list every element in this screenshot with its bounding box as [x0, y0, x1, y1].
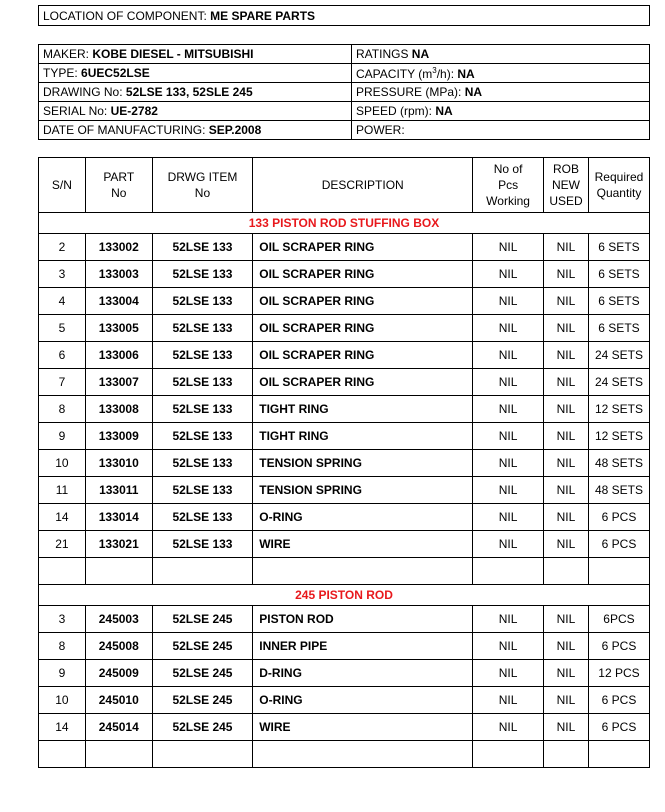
info-value: 52LSE 133, 52SLE 245	[125, 85, 253, 99]
info-label: PRESSURE (MPa):	[356, 85, 465, 99]
cell-rob: NIL	[544, 342, 589, 369]
info-right-cell	[352, 45, 650, 64]
cell-drwg: 52LSE 245	[152, 660, 253, 687]
cell-drwg: 52LSE 133	[152, 477, 253, 504]
cell-working: NIL	[473, 531, 544, 558]
empty-cell	[39, 741, 86, 768]
cell-req: 12 SETS	[588, 423, 649, 450]
info-label: DRAWING No:	[43, 85, 126, 99]
cell-sn: 10	[39, 687, 86, 714]
cell-working: NIL	[473, 477, 544, 504]
empty-cell	[152, 558, 253, 585]
cell-drwg: 52LSE 133	[152, 288, 253, 315]
cell-sn: 14	[39, 714, 86, 741]
empty-cell	[544, 741, 589, 768]
cell-working: NIL	[473, 234, 544, 261]
empty-cell	[85, 558, 152, 585]
cell-rob: NIL	[544, 477, 589, 504]
info-left-cell	[39, 83, 352, 102]
table-row	[39, 531, 650, 558]
empty-cell	[253, 741, 473, 768]
cell-drwg: 52LSE 133	[152, 342, 253, 369]
table-row	[39, 315, 650, 342]
location-label: LOCATION OF COMPONENT:	[43, 8, 211, 23]
cell-req: 6 SETS	[588, 315, 649, 342]
cell-part: 133010	[85, 450, 152, 477]
cell-sn: 21	[39, 531, 86, 558]
cell-desc: PISTON ROD	[253, 606, 473, 633]
info-right-cell	[352, 102, 650, 121]
empty-cell	[588, 558, 649, 585]
cell-part: 245008	[85, 633, 152, 660]
table-row	[39, 687, 650, 714]
cell-drwg: 52LSE 245	[152, 606, 253, 633]
table-row	[39, 606, 650, 633]
info-sup: 3	[432, 65, 437, 75]
cell-drwg: 52LSE 245	[152, 714, 253, 741]
table-row	[39, 714, 650, 741]
location-table	[38, 5, 650, 26]
cell-sn: 4	[39, 288, 86, 315]
empty-cell	[588, 741, 649, 768]
cell-drwg: 52LSE 133	[152, 450, 253, 477]
info-row	[39, 102, 650, 121]
info-left-cell	[39, 45, 352, 64]
cell-req: 12 PCS	[588, 660, 649, 687]
info-row	[39, 64, 650, 83]
cell-rob: NIL	[544, 450, 589, 477]
info-label: SERIAL No:	[43, 104, 111, 118]
cell-part: 133005	[85, 315, 152, 342]
cell-desc: OIL SCRAPER RING	[253, 234, 473, 261]
cell-rob: NIL	[544, 396, 589, 423]
header-pcs-working: No of Pcs Working	[473, 158, 544, 213]
info-value: NA	[411, 47, 430, 61]
header-sn: S/N	[39, 158, 86, 213]
cell-part: 245010	[85, 687, 152, 714]
cell-desc: D-RING	[253, 660, 473, 687]
cell-part: 245014	[85, 714, 152, 741]
cell-sn: 9	[39, 423, 86, 450]
cell-drwg: 52LSE 133	[152, 504, 253, 531]
cell-req: 6PCS	[588, 606, 649, 633]
info-label: TYPE:	[43, 66, 82, 80]
section-row	[39, 585, 650, 606]
cell-sn: 10	[39, 450, 86, 477]
cell-drwg: 52LSE 245	[152, 687, 253, 714]
cell-part: 245009	[85, 660, 152, 687]
info-label: /h):	[436, 66, 458, 81]
cell-rob: NIL	[544, 660, 589, 687]
table-row	[39, 423, 650, 450]
cell-req: 48 SETS	[588, 477, 649, 504]
cell-drwg: 52LSE 133	[152, 423, 253, 450]
table-row	[39, 288, 650, 315]
info-value: SEP.2008	[208, 123, 262, 137]
location-cell	[39, 6, 650, 26]
cell-working: NIL	[473, 687, 544, 714]
cell-sn: 2	[39, 234, 86, 261]
cell-drwg: 52LSE 133	[152, 234, 253, 261]
cell-drwg: 52LSE 133	[152, 531, 253, 558]
cell-sn: 9	[39, 660, 86, 687]
info-label: RATINGS	[356, 47, 412, 61]
cell-sn: 8	[39, 633, 86, 660]
cell-rob: NIL	[544, 369, 589, 396]
info-label: DATE OF MANUFACTURING:	[43, 123, 209, 137]
cell-desc: TIGHT RING	[253, 396, 473, 423]
cell-drwg: 52LSE 133	[152, 396, 253, 423]
cell-drwg: 52LSE 245	[152, 633, 253, 660]
cell-rob: NIL	[544, 633, 589, 660]
cell-sn: 14	[39, 504, 86, 531]
empty-cell	[473, 741, 544, 768]
cell-drwg: 52LSE 133	[152, 369, 253, 396]
cell-req: 6 SETS	[588, 234, 649, 261]
info-label: POWER:	[356, 123, 405, 137]
info-value: NA	[457, 66, 475, 81]
empty-cell	[39, 558, 86, 585]
table-row	[39, 477, 650, 504]
empty-cell	[85, 741, 152, 768]
table-row	[39, 261, 650, 288]
header-rob: ROB NEW USED	[544, 158, 589, 213]
info-right-cell	[352, 64, 650, 83]
cell-desc: TENSION SPRING	[253, 477, 473, 504]
section-title: 245 PISTON ROD	[39, 585, 650, 606]
cell-desc: OIL SCRAPER RING	[253, 261, 473, 288]
cell-desc: WIRE	[253, 531, 473, 558]
cell-working: NIL	[473, 714, 544, 741]
table-row	[39, 660, 650, 687]
cell-desc: WIRE	[253, 714, 473, 741]
header-required-qty: Required Quantity	[588, 158, 649, 213]
table-row	[39, 396, 650, 423]
cell-working: NIL	[473, 396, 544, 423]
cell-sn: 3	[39, 606, 86, 633]
cell-desc: TENSION SPRING	[253, 450, 473, 477]
cell-sn: 5	[39, 315, 86, 342]
cell-req: 12 SETS	[588, 396, 649, 423]
cell-working: NIL	[473, 423, 544, 450]
cell-rob: NIL	[544, 531, 589, 558]
cell-rob: NIL	[544, 261, 589, 288]
cell-part: 133009	[85, 423, 152, 450]
cell-req: 6 PCS	[588, 531, 649, 558]
info-value: 6UEC52LSE	[81, 66, 150, 80]
cell-rob: NIL	[544, 423, 589, 450]
header-drwg-item: DRWG ITEM No	[152, 158, 253, 213]
table-row	[39, 342, 650, 369]
cell-rob: NIL	[544, 315, 589, 342]
info-right-cell	[352, 121, 650, 140]
cell-part: 133021	[85, 531, 152, 558]
cell-rob: NIL	[544, 687, 589, 714]
cell-rob: NIL	[544, 288, 589, 315]
cell-req: 24 SETS	[588, 342, 649, 369]
parts-table	[38, 157, 650, 768]
empty-cell	[253, 558, 473, 585]
info-label: SPEED (rpm):	[356, 104, 436, 118]
empty-cell	[152, 741, 253, 768]
info-row	[39, 121, 650, 140]
cell-sn: 11	[39, 477, 86, 504]
cell-rob: NIL	[544, 714, 589, 741]
info-value: NA	[464, 85, 483, 99]
cell-req: 48 SETS	[588, 450, 649, 477]
section-title: 133 PISTON ROD STUFFING BOX	[39, 213, 650, 234]
info-row	[39, 45, 650, 64]
cell-part: 133002	[85, 234, 152, 261]
info-left-cell	[39, 64, 352, 83]
cell-rob: NIL	[544, 606, 589, 633]
cell-working: NIL	[473, 261, 544, 288]
header-description: DESCRIPTION	[253, 158, 473, 213]
cell-sn: 3	[39, 261, 86, 288]
cell-drwg: 52LSE 133	[152, 261, 253, 288]
info-row	[39, 83, 650, 102]
cell-part: 133007	[85, 369, 152, 396]
cell-desc: OIL SCRAPER RING	[253, 369, 473, 396]
cell-rob: NIL	[544, 234, 589, 261]
empty-cell	[544, 558, 589, 585]
info-value: UE-2782	[110, 104, 158, 118]
cell-desc: O-RING	[253, 504, 473, 531]
cell-desc: OIL SCRAPER RING	[253, 342, 473, 369]
empty-row	[39, 558, 650, 585]
table-row	[39, 633, 650, 660]
cell-working: NIL	[473, 288, 544, 315]
info-value: KOBE DIESEL - MITSUBISHI	[92, 47, 254, 61]
cell-part: 133006	[85, 342, 152, 369]
info-right-cell	[352, 83, 650, 102]
cell-working: NIL	[473, 660, 544, 687]
cell-req: 24 SETS	[588, 369, 649, 396]
location-value: ME SPARE PARTS	[210, 8, 316, 23]
cell-sn: 7	[39, 369, 86, 396]
cell-working: NIL	[473, 315, 544, 342]
info-left-cell	[39, 102, 352, 121]
cell-desc: OIL SCRAPER RING	[253, 315, 473, 342]
info-label: CAPACITY (m	[356, 66, 433, 81]
header-part-no: PART No	[85, 158, 152, 213]
parts-header-row	[39, 158, 650, 213]
table-row	[39, 234, 650, 261]
cell-req: 6 SETS	[588, 261, 649, 288]
cell-part: 245003	[85, 606, 152, 633]
table-row	[39, 450, 650, 477]
equipment-info-table	[38, 44, 650, 140]
cell-part: 133014	[85, 504, 152, 531]
cell-part: 133004	[85, 288, 152, 315]
cell-working: NIL	[473, 450, 544, 477]
cell-part: 133008	[85, 396, 152, 423]
cell-working: NIL	[473, 633, 544, 660]
cell-working: NIL	[473, 606, 544, 633]
table-row	[39, 369, 650, 396]
cell-req: 6 PCS	[588, 687, 649, 714]
cell-req: 6 PCS	[588, 633, 649, 660]
cell-req: 6 SETS	[588, 288, 649, 315]
empty-row	[39, 741, 650, 768]
cell-sn: 8	[39, 396, 86, 423]
cell-working: NIL	[473, 504, 544, 531]
cell-part: 133011	[85, 477, 152, 504]
cell-desc: OIL SCRAPER RING	[253, 288, 473, 315]
cell-desc: TIGHT RING	[253, 423, 473, 450]
cell-sn: 6	[39, 342, 86, 369]
info-left-cell	[39, 121, 352, 140]
cell-part: 133003	[85, 261, 152, 288]
cell-req: 6 PCS	[588, 714, 649, 741]
cell-desc: INNER PIPE	[253, 633, 473, 660]
cell-desc: O-RING	[253, 687, 473, 714]
empty-cell	[473, 558, 544, 585]
cell-drwg: 52LSE 133	[152, 315, 253, 342]
section-row	[39, 213, 650, 234]
cell-working: NIL	[473, 369, 544, 396]
info-label: MAKER:	[43, 47, 93, 61]
table-row	[39, 504, 650, 531]
cell-working: NIL	[473, 342, 544, 369]
cell-rob: NIL	[544, 504, 589, 531]
info-value: NA	[435, 104, 453, 118]
cell-req: 6 PCS	[588, 504, 649, 531]
